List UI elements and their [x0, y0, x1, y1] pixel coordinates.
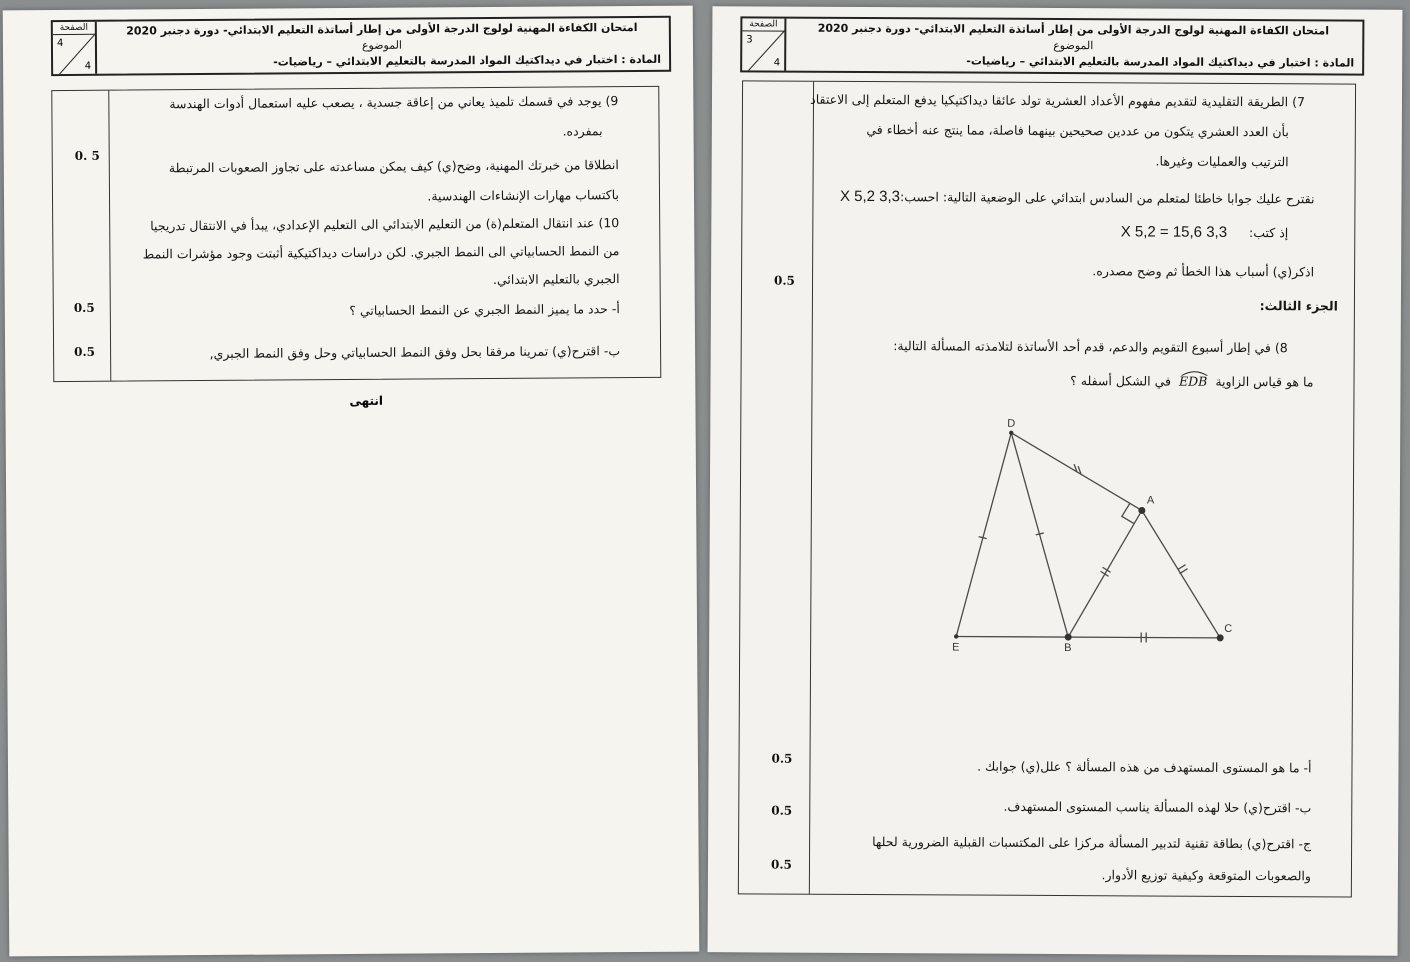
segment-AC [1141, 510, 1221, 637]
subject-line: المادة : اختبار في ديداكتيك المواد المدرسة بالتعليم الابتدائي – رياضيات- [273, 52, 662, 69]
question-9-line: باكتساب مهارات الإنشاءات الهندسية. [427, 187, 620, 204]
questions-table [51, 86, 661, 382]
question-8c-cont: والصعوبات المتوقعة وكيفية توزيع الأدوار. [1101, 867, 1311, 884]
question-9-line: بمفرده. [562, 123, 603, 139]
page-number: 4 [56, 37, 64, 50]
part-three-heading: الجزء الثالث: [1259, 298, 1338, 314]
angle-question: ما هو قياس الزاوية [1215, 373, 1314, 390]
score: 0.5 [770, 857, 792, 872]
page-label: الصفحة [742, 19, 784, 31]
score: 0.5 [774, 273, 795, 288]
wrote-text: إذ كتب: [1249, 225, 1289, 241]
score: 0.5 [74, 344, 96, 359]
page-number-box [53, 22, 97, 74]
question-10-line: الجبري بالتعليم الابتدائي. [492, 271, 620, 288]
question-10b: ب- اقترح(ي) تمرينا مرفقا بحل وفق النمط الحسابياتي وحل وفق النمط الجبري, [209, 343, 621, 361]
question-8-angle-line [1070, 373, 1313, 389]
question-10-line: من النمط الحسابياتي الى النمط الجبري. لكن دراسات ديداكتيكية أثبتت وجود مؤشرات النمط [142, 243, 620, 262]
question-10-line: 10) عند انتقال المتعلم(ة) من التعليم الابتدائي الى التعليم الإعدادي، يبدأ في الانتقال تدريجيا [150, 215, 620, 234]
page-4-sheet [3, 6, 700, 957]
score: 0.5 [771, 751, 793, 766]
subject-word: الموضوع [361, 38, 403, 52]
exam-title: امتحان الكفاءة المهنية لولوج الدرجة الأولى من إطار أساتذة التعليم الابتدائي- دورة دجنبر 2020 [817, 21, 1330, 38]
page-number: 3 [746, 34, 753, 46]
segment-DB [1010, 433, 1069, 637]
figure-reference: في الشكل أسفله ؟ [1070, 373, 1172, 389]
angle-name: EDB [1178, 373, 1208, 389]
subject-word: الموضوع [1053, 38, 1094, 53]
questions-table [738, 80, 1356, 897]
page-label: الصفحة [53, 23, 95, 35]
student-answer-line [1121, 223, 1289, 241]
end-text: انتهى [349, 393, 384, 409]
question-7-prompt [840, 188, 1315, 207]
question-9-line: انطلاقا من خبرتك المهنية، وضح(ي) كيف يمكن مساعدته على تجاوز الصعوبات المرتبطة [168, 157, 619, 176]
point-D-label: D [1007, 417, 1016, 430]
question-7-line: 7) الطريقة التقليدية لتقديم مفهوم الأعداد العشرية تولد عائقا ديداكتيكيا يدفع المتعلم إلى الاعتقاد [810, 91, 1306, 110]
page-total: 4 [84, 60, 92, 72]
expression-wrong: 3,3 X 5,2 = 15,6 [1120, 223, 1228, 241]
point-C-label: C [1224, 622, 1233, 635]
page-header [51, 16, 671, 76]
question-8a: أ- ما هو المستوى المستهدف من هذه المسألة ؟ علل(ي) جوابك . [977, 758, 1312, 776]
page-total: 4 [773, 57, 781, 69]
point-A-label: A [1146, 494, 1155, 507]
point-B-label: B [1064, 642, 1072, 655]
right-angle-mark [1122, 503, 1134, 523]
score: 0.5 [771, 803, 793, 818]
question-10a: أ- حدد ما يميز النمط الجبري عن النمط الحسابياتي ؟ [349, 301, 620, 319]
segment-EC [956, 636, 1220, 637]
question-7-line: بأن العدد العشري يتكون من عددين صحيحين بينهما فاصلة، مما ينتج عنه أخطاء في [866, 122, 1289, 140]
question-8b: ب- اقترح(ي) حلا لهذه المسألة يناسب المستوى المستهدف. [1003, 798, 1312, 816]
question-8c: ج- اقترح(ي) بطاقة تقنية لتدبير المسألة مركزا على المكتسبات القبلية الضرورية لحلها [872, 834, 1312, 852]
question-9-line: 9) يوجد في قسمك تلميذ يعاني من إعاقة جسدية ، يصعب عليه استعمال أدوات الهندسة [169, 93, 619, 112]
page-3-sheet [708, 6, 1403, 956]
expression-compute: 3,3 X 5,2 [839, 187, 901, 206]
exam-title: امتحان الكفاءة المهنية لولوج الدرجة الأولى من إطار أساتذة التعليم الابتدائي- دورة دجنبر 2020 [126, 20, 638, 38]
question-7-task: اذكر(ي) أسباب هذا الخطأ ثم وضح مصدره. [1092, 263, 1315, 280]
question-8-line: 8) في إطار أسبوع التقويم والدعم، قدم أحد الأساتذة لتلامذته المسألة التالية: [893, 338, 1288, 356]
page-header [740, 16, 1364, 75]
segment-DE [956, 432, 1011, 636]
score: 0. 5 [74, 148, 100, 163]
page-number-box [742, 18, 786, 70]
score: 0.5 [73, 300, 95, 315]
triangle-figure [930, 412, 1251, 654]
subject-line: المادة : اختبار في ديداكتيك المواد المدرسة بالتعليم الابتدائي – رياضيات- [966, 54, 1355, 70]
prompt-text: نقترح عليك جوابا خاطئا لمتعلم من السادس ابتدائي على الوضعية التالية: احسب: [899, 189, 1315, 207]
question-7-line: الترتيب والعمليات وغيرها. [1155, 153, 1289, 170]
point-E-label: E [952, 641, 960, 654]
